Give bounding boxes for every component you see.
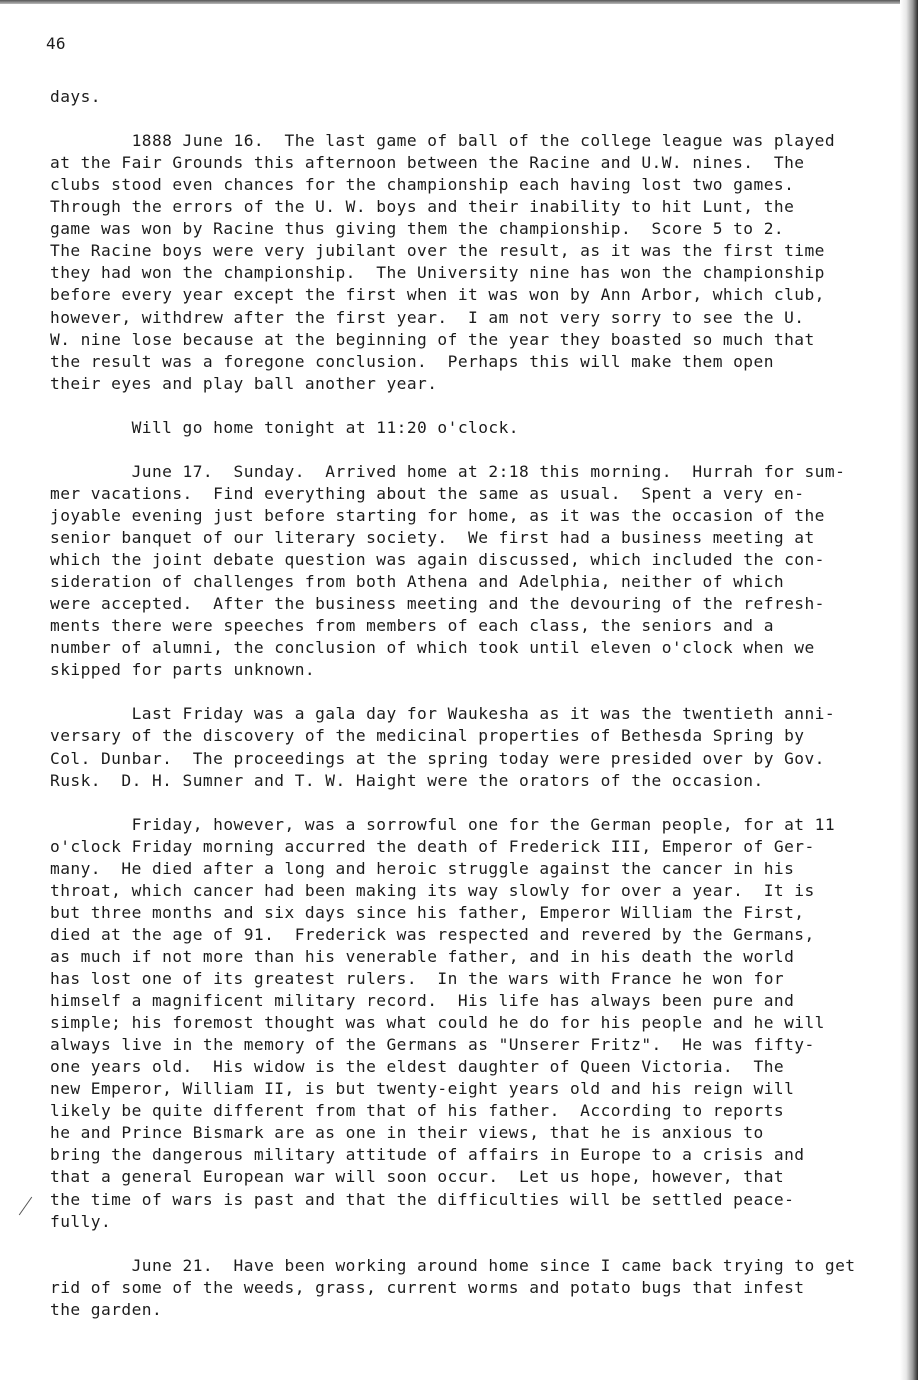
text-line: died at the age of 91. Frederick was respected and revered by the Germans, [50,924,815,944]
text-line: has lost one of its greatest rulers. In the wars with France he won for [50,969,785,988]
text-line: always live in the memory of the Germans as "Unserer Fritz". He was fifty- [50,1035,815,1055]
text-line: ments there were speeches from members of each class, the seniors and a [50,616,774,636]
text-line: their eyes and play ball another year. [50,373,438,393]
text-line: at the Fair Grounds this afternoon between the Racine and U.W. nines. The [50,153,805,173]
text-line: June 17. Sunday. Arrived home at 2:18 this morning. Hurrah for sum- [50,461,846,481]
text-line: himself a magnificent military record. His life has always been pure and [50,991,795,1011]
text-line: number of alumni, the conclusion of which took until eleven o'clock when we [50,638,815,658]
text-line: the garden. [50,1299,163,1319]
text-line: Last Friday was a gala day for Waukesha as it was the twentieth anni- [50,704,836,724]
text-line: Col. Dunbar. The proceedings at the spring today were presided over by Gov. [50,748,825,768]
text-line: Friday, however, was a sorrowful one for the German people, for at 11 [50,814,836,834]
text-line: likely be quite different from that of his father. According to reports [50,1101,785,1121]
pencil-mark [19,1197,32,1216]
text-line: they had won the championship. The University nine has won the championship [50,263,825,283]
scan-right-edge [900,0,918,1380]
text-line: throat, which cancer had been making its way slowly for over a year. It is [50,880,815,900]
text-line: which the joint debate question was again discussed, which included the con- [50,550,825,570]
text-line: the time of wars is past and that the difficulties will be settled peace- [50,1189,795,1209]
text-line: skipped for parts unknown. [50,660,316,680]
text-line: game was won by Racine thus giving them the championship. Score 5 to 2. [50,219,785,239]
text-line: o'clock Friday morning accurred the death of Frederick III, Emperor of Ger- [50,836,815,856]
text-line: senior banquet of our literary society. We first had a business meeting at [50,528,815,547]
text-line: many. He died after a long and heroic struggle against the cancer in his [50,858,795,878]
text-line: versary of the discovery of the medicinal properties of Bethesda Spring by [50,726,805,746]
text-line: one years old. His widow is the eldest daughter of Queen Victoria. The [50,1057,785,1077]
text-line: days. [50,87,101,106]
text-line: Through the errors of the U. W. boys and their inability to hit Lunt, the [50,197,795,217]
text-line: new Emperor, William II, is but twenty-eight years old and his reign will [50,1079,795,1099]
text-line: sideration of challenges from both Athena and Adelphia, neither of which [50,572,785,592]
text-line: but three months and six days since his father, Emperor William the First, [50,902,805,922]
text-line: as much if not more than his venerable father, and in his death the world [50,946,795,966]
text-line: W. nine lose because at the beginning of the year they boasted so much that [50,329,815,349]
text-line: clubs stood even chances for the championship each having lost two games. [50,175,795,195]
text-line: joyable evening just before starting for home, as it was the occasion of the [50,505,825,525]
text-line: the result was a foregone conclusion. Perhaps this will make them open [50,351,774,371]
text-line: before every year except the first when it was won by Ann Arbor, which club, [50,285,825,305]
text-line: bring the dangerous military attitude of affairs in Europe to a crisis and [50,1145,805,1165]
text-line: The Racine boys were very jubilant over the result, as it was the first time [50,241,825,261]
text-line: simple; his foremost thought was what could he do for his people and he will [50,1013,825,1033]
text-line: however, withdrew after the first year. I am not very sorry to see the U. [50,307,805,327]
text-line: Will go home tonight at 11:20 o'clock. [50,417,520,437]
page-number: 46 [46,34,66,53]
text-line: Rusk. D. H. Sumner and T. W. Haight were the orators of the occasion. [50,770,764,790]
text-line: he and Prince Bismark are as one in their views, that he is anxious to [50,1123,764,1143]
text-line: rid of some of the weeds, grass, current worms and potato bugs that infest [50,1277,805,1297]
text-line: were accepted. After the business meeting and the devouring of the refresh- [50,594,825,614]
text-line: June 21. Have been working around home since I came back trying to get [50,1255,856,1275]
text-line: fully. [50,1211,112,1231]
text-line: mer vacations. Find everything about the same as usual. Spent a very en- [50,483,805,503]
text-line: 1888 June 16. The last game of ball of the college league was played [50,131,836,151]
scan-top-edge [0,0,918,4]
text-line: that a general European war will soon occur. Let us hope, however, that [50,1167,785,1187]
